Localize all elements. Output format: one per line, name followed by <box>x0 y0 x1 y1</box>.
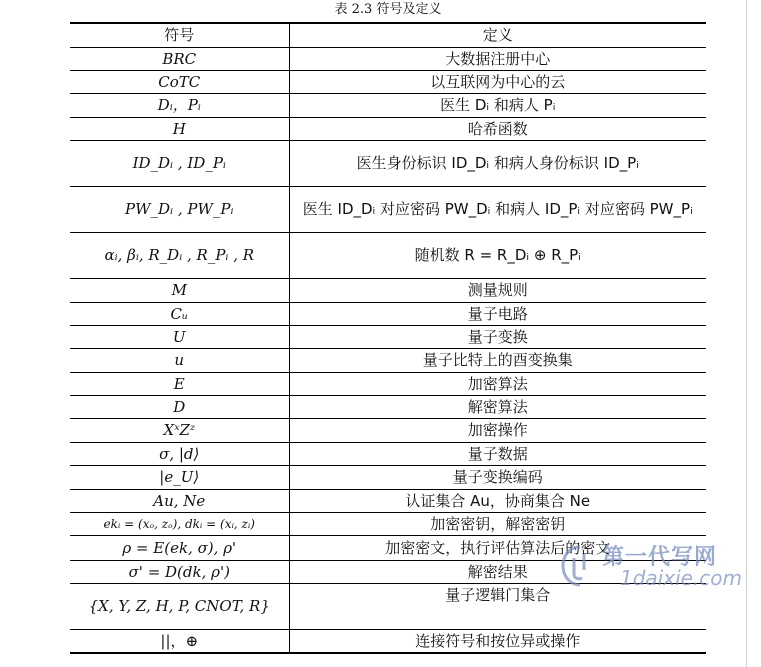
symbol-cell: ekᵢ = (xₒ, zₒ), dkᵢ = (xᵢ, zᵢ) <box>70 512 289 535</box>
table-row <box>70 535 706 560</box>
table-row <box>70 70 706 93</box>
watermark-brand: 第一代写网 <box>602 545 718 570</box>
symbol-cell: M <box>70 278 289 302</box>
definition-cell: 量子变换编码 <box>289 465 706 489</box>
table-row <box>70 372 706 395</box>
definition-cell: 医生 ID_Dᵢ 对应密码 PW_Dᵢ 和病人 ID_Pᵢ 对应密码 PW_Pᵢ <box>289 186 706 232</box>
definition-cell: 医生 Dᵢ 和病人 Pᵢ <box>289 93 706 117</box>
symbol-cell: ||，⊕ <box>70 629 289 653</box>
symbol-cell: E <box>70 372 289 395</box>
symbol-cell: XˣZᶻ <box>70 418 289 442</box>
watermark-url: 1daixie.com <box>620 566 743 590</box>
table-row <box>70 140 706 186</box>
definition-cell: 解密算法 <box>289 395 706 418</box>
header-definition: 定义 <box>289 23 706 47</box>
definition-cell: 加密密文，执行评估算法后的密文 <box>289 535 706 560</box>
definition-cell: 量子电路 <box>289 302 706 325</box>
symbol-cell: D <box>70 395 289 418</box>
table-row <box>70 418 706 442</box>
symbol-cell: H <box>70 117 289 140</box>
definition-cell: 加密操作 <box>289 418 706 442</box>
table-row <box>70 560 706 583</box>
symbol-cell: Dᵢ，Pᵢ <box>70 93 289 117</box>
definition-cell: 哈希函数 <box>289 117 706 140</box>
table-row <box>70 629 706 653</box>
symbol-cell: Cᵤ <box>70 302 289 325</box>
definition-cell: 认证集合 Au，协商集合 Ne <box>289 489 706 512</box>
table-caption: 表 2.3 符号及定义 <box>334 2 442 17</box>
definition-cell: 随机数 R = R_Dᵢ ⊕ R_Pᵢ <box>289 232 706 278</box>
definition-cell: 解密结果 <box>289 560 706 583</box>
table-row <box>70 186 706 232</box>
symbol-cell: αᵢ, βᵢ, R_Dᵢ , R_Pᵢ , R <box>70 232 289 278</box>
definition-cell: 以互联网为中心的云 <box>289 70 706 93</box>
table-row <box>70 325 706 348</box>
table-row <box>70 117 706 140</box>
symbols-table <box>70 22 706 654</box>
definition-cell: 加密算法 <box>289 372 706 395</box>
table-row <box>70 278 706 302</box>
symbol-cell: CoTC <box>70 70 289 93</box>
symbol-cell: u <box>70 348 289 372</box>
table-row <box>70 512 706 535</box>
definition-cell: 大数据注册中心 <box>289 47 706 70</box>
symbol-cell: Au, Ne <box>70 489 289 512</box>
symbol-cell: U <box>70 325 289 348</box>
symbol-cell: σ' = D(dk, ρ') <box>70 560 289 583</box>
definition-cell: 测量规则 <box>289 278 706 302</box>
symbol-cell: |e_U⟩ <box>70 465 289 489</box>
definition-cell: 医生身份标识 ID_Dᵢ 和病人身份标识 ID_Pᵢ <box>289 140 706 186</box>
header-symbol: 符号 <box>70 23 289 47</box>
symbol-cell: ID_Dᵢ , ID_Pᵢ <box>70 140 289 186</box>
table-row <box>70 442 706 465</box>
page-edge-rule <box>746 0 747 667</box>
table-row <box>70 465 706 489</box>
table-header-row <box>70 23 706 47</box>
table-row <box>70 232 706 278</box>
definition-cell: 量子比特上的酉变换集 <box>289 348 706 372</box>
definition-cell: 量子变换 <box>289 325 706 348</box>
definition-cell: 加密密钥，解密密钥 <box>289 512 706 535</box>
table-row <box>70 489 706 512</box>
definition-cell: 连接符号和按位异或操作 <box>415 631 581 650</box>
symbol-cell: σ, |d⟩ <box>70 442 289 465</box>
table-row <box>70 583 706 629</box>
symbol-cell: {X, Y, Z, H, P, CNOT, R} <box>70 583 289 629</box>
table-row <box>70 395 706 418</box>
symbol-cell: PW_Dᵢ , PW_Pᵢ <box>70 186 289 232</box>
table-row <box>70 348 706 372</box>
definition-cell: 量子数据 <box>289 442 706 465</box>
table-row <box>70 47 706 70</box>
table-row <box>70 302 706 325</box>
symbol-cell: BRC <box>70 47 289 70</box>
table-row <box>70 93 706 117</box>
definition-cell: 量子逻辑门集合 <box>289 583 706 629</box>
symbol-cell: ρ = E(ek, σ), ρ' <box>70 535 289 560</box>
